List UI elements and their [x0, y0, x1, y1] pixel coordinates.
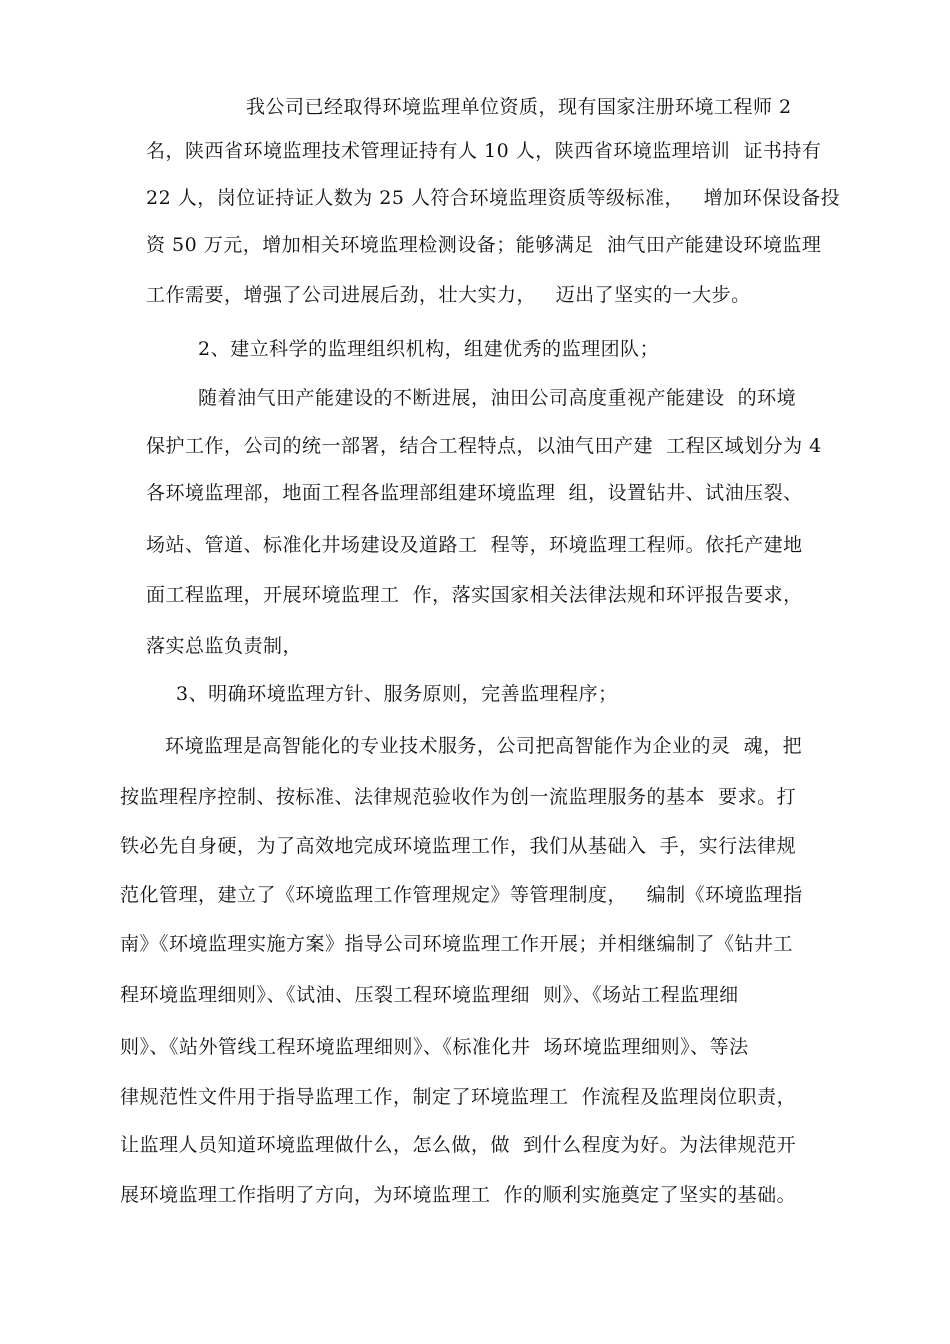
text-line-15: 按监理程序控制、按标准、法律规范验收作为创一流监理服务的基本 要求。打 [120, 786, 797, 808]
text-line-2: 名，陕西省环境监理技术管理证持有人 10 人，陕西省环境监理培训 证书持有 [146, 140, 822, 162]
text-line-16: 铁必先自身硬，为了高效地完成环境监理工作，我们从基础入 手，实行法律规 [120, 835, 797, 857]
text-line-4: 资 50 万元，增加相关环境监理检测设备；能够满足 油气田产能建设环境监理 [146, 234, 822, 256]
section-heading-2: 2、建立科学的监理组织机构，组建优秀的监理团队； [198, 338, 660, 360]
text-line-19: 程环境监理细则》、《试油、压裂工程环境监理细 则》、《场站工程监理细 [120, 984, 739, 1006]
text-line-9: 各环境监理部，地面工程各监理部组建环境监理 组，设置钻井、试油压裂、 [146, 482, 803, 504]
text-line-21: 律规范性文件用于指导监理工作，制定了环境监理工 作流程及监理岗位职责， [120, 1086, 797, 1108]
text-line-11: 面工程监理，开展环境监理工 作，落实国家相关法律法规和环评报告要求， [146, 584, 803, 606]
text-line-22: 让监理人员知道环境监理做什么，怎么做，做 到什么程度为好。为法律规范开 [120, 1134, 797, 1156]
text-line-20: 则》、《站外管线工程环境监理细则》、《标准化井 场环境监理细则》、等法 [120, 1036, 749, 1058]
text-line-18: 南》《环境监理实施方案》指导公司环境监理工作开展；并相继编制了《钻井工 [120, 933, 794, 955]
text-line-14: 环境监理是高智能化的专业技术服务，公司把高智能作为企业的灵 魂，把 [165, 735, 803, 757]
text-line-17: 范化管理，建立了《环境监理工作管理规定》等管理制度， 编制《环境监理指 [120, 884, 803, 906]
text-line-12: 落实总监负责制， [146, 635, 303, 657]
text-line-5: 工作需要，增强了公司进展后劲，壮大实力， 迈出了坚实的一大步。 [146, 284, 751, 306]
text-line-1: 我公司已经取得环境监理单位资质，现有国家注册环境工程师 2 [246, 96, 792, 118]
text-line-23: 展环境监理工作指明了方向，为环境监理工 作的顺利实施奠定了坚实的基础。 [120, 1184, 797, 1206]
section-heading-3: 3、明确环境监理方针、服务原则，完善监理程序； [176, 683, 618, 705]
text-line-8: 保护工作，公司的统一部署，结合工程特点，以油气田产建 工程区域划分为 4 [146, 435, 822, 457]
text-line-10: 场站、管道、标准化井场建设及道路工 程等，环境监理工程师。依托产建地 [146, 534, 803, 556]
text-line-3: 22 人，岗位证持证人数为 25 人符合环境监理资质等级标准， 增加环保设备投 [146, 187, 841, 209]
text-line-7: 随着油气田产能建设的不断进展，油田公司高度重视产能建设 的环境 [198, 387, 797, 409]
